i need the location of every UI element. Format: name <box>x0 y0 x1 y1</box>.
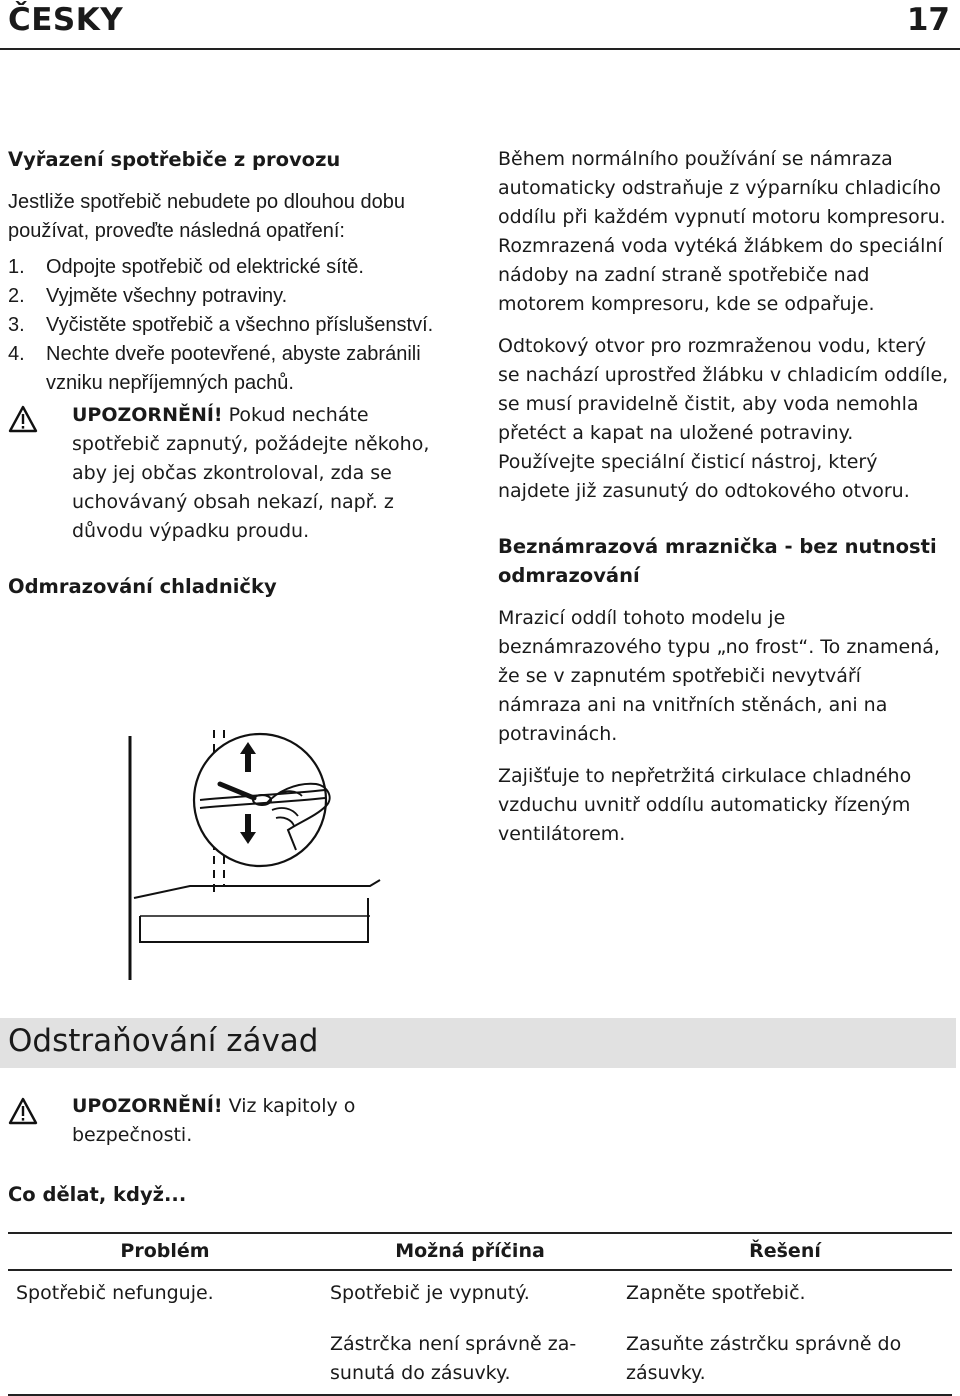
decommission-intro: Jestliže spotřebič nebudete po dlouhou dobu používat, proveďte následná opatření: <box>8 191 405 242</box>
table-row <box>8 1270 952 1314</box>
warning-triangle-icon <box>8 1092 72 1150</box>
warning-label: UPOZORNĚNÍ! <box>72 404 223 426</box>
table-cell: Zasuňte zástrčku správně do zásuvky. <box>618 1314 952 1395</box>
troubleshooting-table <box>8 1232 952 1396</box>
decommission-steps <box>8 253 448 398</box>
header-language: ČESKY <box>8 2 124 38</box>
troubleshooting-warning <box>8 1092 448 1150</box>
table-cell: Spotřebič nefunguje. <box>16 1282 214 1304</box>
step-text: Vyjměte všechny potraviny. <box>46 285 288 307</box>
column-header-problem: Problém <box>8 1233 322 1270</box>
right-column <box>498 145 950 849</box>
nofrost-title: Beznámrazová mraznička - bez nutnosti odmrazování <box>498 535 937 587</box>
warning-text-block <box>72 1092 448 1150</box>
drain-cleaning-illustration <box>120 720 440 980</box>
warning-block <box>8 1092 448 1150</box>
warning-text-block <box>72 401 448 546</box>
nofrost-paragraph-1: Mrazicí oddíl tohoto modelu je beznámrazového typu „no frost“. To znamená, že se v zapnutém spotřebiči nevytváří námraza ani na vnitřních stěnách, ani na potravinách. <box>498 607 940 745</box>
warning-text: Viz kapitoly o bezpečnosti. <box>72 1095 356 1146</box>
step-number: 4. <box>8 343 25 365</box>
defrost-paragraph-1: Během normálního používání se námraza automaticky odstraňuje z výparníku chladicího oddílu při každém vypnutí motoru kompresoru. Rozmrazená voda vytéká žlábkem do speciální nádoby na zadní straně spotřebiče nad motorem kompresoru, kde se odpařuje. <box>498 148 946 315</box>
list-item <box>8 282 448 311</box>
table-cell: Spotřebič je vypnutý. <box>330 1282 530 1304</box>
column-header-solution: Řešení <box>618 1233 952 1270</box>
warning-block <box>8 401 448 546</box>
fridge-defrost-title: Odmrazování chladničky <box>8 575 277 598</box>
list-item <box>8 311 448 340</box>
defrost-paragraph-2: Odtokový otvor pro rozmraženou vodu, který se nachází uprostřed žlábku v chladicím oddíle, se musí pravidelně čistit, aby voda nemohla přetéct a kapat na uložené potraviny. Používejte speciální čisticí nástroj, který najdete již zasunutý do odtokového otvoru. <box>498 335 949 502</box>
step-text: Vyčistěte spotřebič a všechno příslušenství. <box>46 314 434 336</box>
table-header-row <box>8 1233 952 1270</box>
column-header-cause: Možná příčina <box>322 1233 618 1270</box>
step-number: 1. <box>8 256 25 278</box>
step-text: Odpojte spotřebič od elektrické sítě. <box>46 256 364 278</box>
step-text: Nechte dveře pootevřené, abyste zabránili vzniku nepříjemných pachů. <box>46 343 421 394</box>
nofrost-paragraph-2: Zajišťuje to nepřetržitá cirkulace chladného vzduchu uvnitř oddílu automaticky řízeným ventilátorem. <box>498 765 912 845</box>
table-cell: Zapněte spotřebič. <box>626 1282 806 1304</box>
left-column <box>8 145 448 601</box>
troubleshooting-table-wrapper <box>8 1232 952 1396</box>
table-cell <box>8 1314 322 1395</box>
table-cell: Zástrčka není správně za-sunutá do zásuvky. <box>322 1314 618 1395</box>
list-item <box>8 253 448 282</box>
troubleshooting-title: Odstraňování závad <box>8 1023 319 1059</box>
table-row <box>8 1314 952 1395</box>
step-number: 2. <box>8 285 25 307</box>
step-number: 3. <box>8 314 25 336</box>
list-item <box>8 340 448 398</box>
what-to-do-heading: Co dělat, když... <box>8 1183 187 1206</box>
warning-label: UPOZORNĚNÍ! <box>72 1095 223 1117</box>
warning-triangle-icon <box>8 401 72 546</box>
header-divider <box>0 48 960 50</box>
decommission-title: Vyřazení spotřebiče z provozu <box>8 148 341 171</box>
warning-text: Pokud necháte spotřebič zapnutý, požádejte někoho, aby jej občas zkontroloval, zda se uchovávaný obsah nekazí, např. z důvodu výpadku proudu. <box>72 404 430 542</box>
page-number: 17 <box>906 2 950 38</box>
